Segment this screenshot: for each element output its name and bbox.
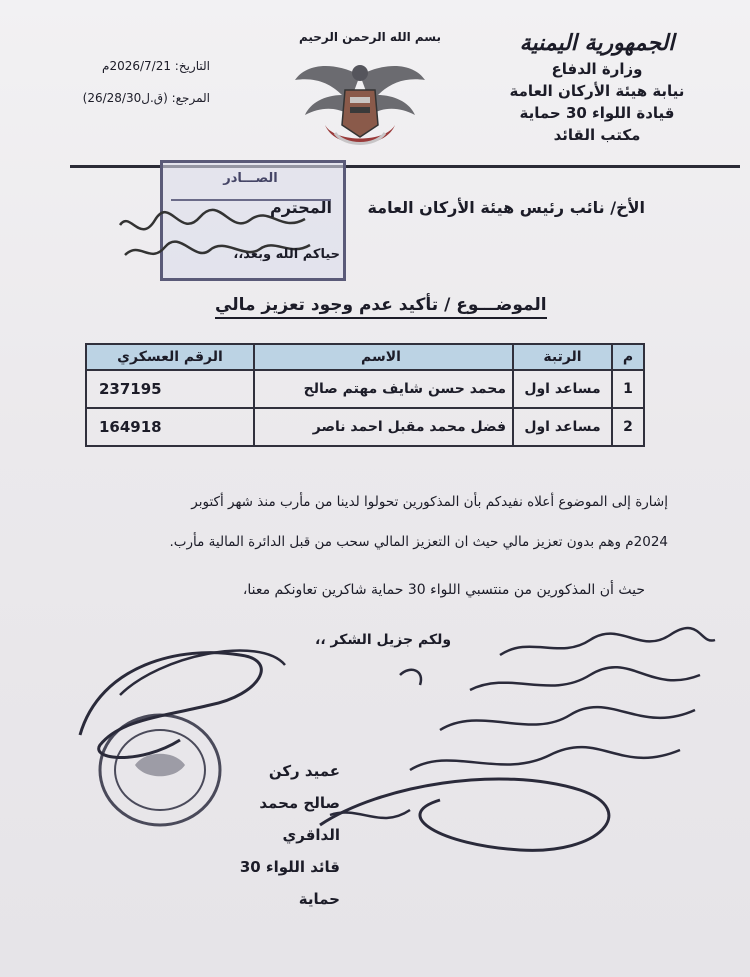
letterhead-right [472,30,722,146]
date-label: التاريخ: [174,59,210,73]
thanks-line: ولكم جزيل الشكر ،، [315,632,452,648]
table-row [86,408,644,446]
reference-value: (ق.ل26/28/30) [82,91,168,105]
handwritten-annotation [300,615,720,885]
body-line-3: حيث أن المذكورين من منتسبي اللواء 30 حماية شاكرين تعاونكم معنا، [242,582,645,598]
personnel-table [85,343,645,447]
cell-military-number: 237195 [86,370,254,408]
subject-line: الموضـــوع / تأكيد عدم وجود تعزيز مالي [215,295,547,319]
cell-index: 2 [612,408,644,446]
cell-name: محمد حسن شايف مهتم صالح [254,370,513,408]
greeting: حياكم الله وبعد،، [233,247,340,262]
ministry-name: وزارة الدفاع [551,60,643,78]
addressee-line: الأخ/ نائب رئيس هيئة الأركان العامة [367,198,645,217]
stamp-title: الصـــادر [223,171,278,186]
date-line [40,50,210,82]
col-header-name: الاسم [254,344,513,370]
signatory-rank: عميد ركن [268,762,340,780]
command-name: قيادة اللواء 30 حماية [519,104,675,122]
signatory-name: صالح محمد الداقري [259,794,340,844]
basmala: بسم الله الرحمن الرحيم [298,30,442,44]
reference-label: المرجع: [171,91,210,105]
table-row [86,370,644,408]
body-line-1: إشارة إلى الموضوع أعلاه نفيدكم بأن المذكورين تحولوا لدينا من مأرب منذ شهر أكتوبر [191,494,668,510]
col-header-rank: الرتبة [513,344,612,370]
office-name: مكتب القائد [553,126,641,144]
addressee-honorific: المحترم [270,198,332,217]
signatory-title: قائد اللواء 30 حماية [239,858,340,908]
commander-signature [60,625,300,775]
deputyship-name: نيابة هيئة الأركان العامة [509,82,685,100]
body-line-2: 2024م وهم بدون تعزيز مالي حيث ان التعزيز المالي سحب من قبل الدائرة المالية مأرب. [169,534,668,550]
cell-name: فضل محمد مقبل احمد ناصر [254,408,513,446]
letterhead-left [40,50,210,114]
cell-rank: مساعد اول [513,408,612,446]
table-header-row [86,344,644,370]
date-value: 2026/7/21م [102,59,171,73]
cell-rank: مساعد اول [513,370,612,408]
republic-name: الجمهورية اليمنية [519,31,675,56]
col-header-index: م [612,344,644,370]
cell-index: 1 [612,370,644,408]
col-header-military-number: الرقم العسكري [86,344,254,370]
reference-line [40,82,210,114]
cell-military-number: 164918 [86,408,254,446]
eagle-emblem-icon [290,55,430,160]
